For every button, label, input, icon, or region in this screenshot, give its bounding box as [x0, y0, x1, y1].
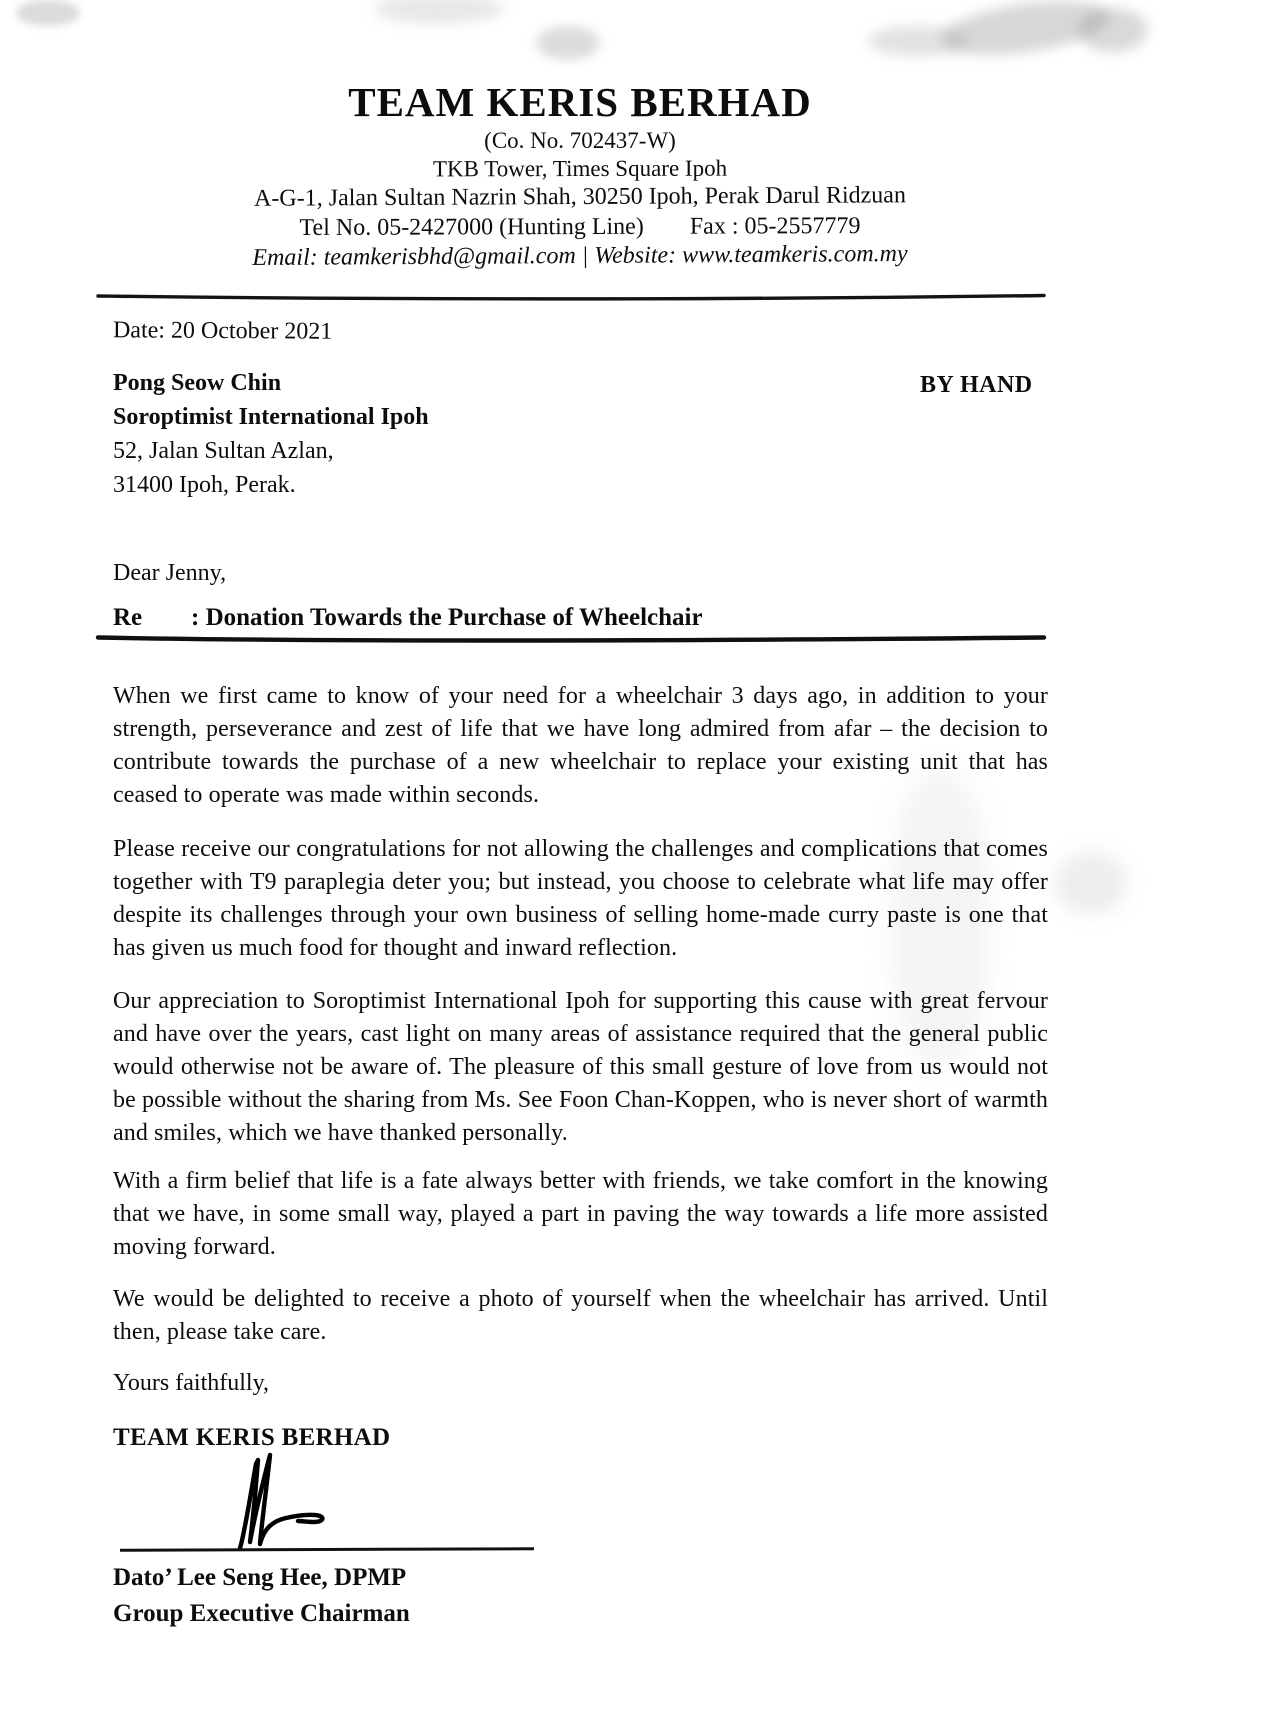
recipient-organization: Soroptimist International Ipoh — [113, 404, 429, 430]
recipient-address-line-2: 31400 Ipoh, Perak. — [113, 472, 296, 498]
subject-line — [113, 604, 703, 632]
recipient-address-line-1: 52, Jalan Sultan Azlan, — [113, 438, 334, 464]
letterhead-tel-fax-line — [0, 212, 1160, 243]
signatory-block — [113, 1560, 410, 1632]
subject-underline — [95, 634, 1047, 646]
subject-text: : Donation Towards the Purchase of Wheelchair — [191, 604, 703, 631]
valediction: Yours faithfully, — [113, 1370, 270, 1396]
letterhead-address-line-1: TKB Tower, Times Square Ipoh — [432, 155, 728, 182]
scan-artifact — [1078, 8, 1148, 52]
date-line: Date: 20 October 2021 — [112, 317, 333, 345]
paragraph-2: Please receive our congratulations for not allowing the challenges and complications that comes together with T9 paraplegia deter you; but instead, you choose to celebrate what life may offer despite its challenges through your own business of selling home-made curry paste is one that has given us much food for thought and inward reflection. — [113, 836, 1048, 961]
letterhead-address-line-2: A-G-1, Jalan Sultan Nazrin Shah, 30250 Ipoh, Perak Darul Ridzuan — [253, 182, 906, 212]
scan-artifact — [1055, 852, 1127, 914]
scan-artifact — [374, 0, 504, 24]
salutation: Dear Jenny, — [113, 560, 227, 586]
recipient-block — [113, 366, 429, 502]
signatory-name: Dato’ Lee Seng Hee, DPMP — [113, 1564, 407, 1591]
recipient-name: Pong Seow Chin — [113, 370, 282, 396]
delivery-method-label: BY HAND — [920, 372, 1033, 398]
closing-company-name: TEAM KERIS BERHAD — [113, 1424, 391, 1451]
telephone-number: Tel No. 05-2427000 (Hunting Line) — [299, 213, 644, 241]
company-name: TEAM KERIS BERHAD — [348, 79, 812, 125]
scan-artifact — [16, 0, 80, 26]
header-divider-line — [95, 292, 1047, 304]
email-website-line: Email: teamkerisbhd@gmail.com | Website: www.teamkeris.com.my — [252, 240, 908, 272]
paragraph-5: We would be delighted to receive a photo of yourself when the wheelchair has arrived. Until then, please take care. — [113, 1286, 1048, 1345]
scan-artifact — [536, 26, 600, 60]
subject-prefix: Re — [113, 604, 143, 631]
fax-number: Fax : 05-2557779 — [689, 213, 861, 240]
signature — [212, 1452, 330, 1552]
paragraph-3: Our appreciation to Soroptimist International Ipoh for supporting this cause with great fervour and have over the years, cast light on many areas of assistance required that the general public would otherwise not be aware of. The pleasure of this small gesture of love from us would not be possible without the sharing from Ms. See Foon Chan-Koppen, who is never short of warmth and smiles, which we have thanked personally. — [113, 988, 1048, 1146]
paragraph-1: When we first came to know of your need for a wheelchair 3 days ago, in addition to your strength, perseverance and zest of life that we have long admired from afar – the decision to contribute towards the purchase of a new wheelchair to replace your existing unit that has ceased to operate was made within seconds. — [113, 683, 1048, 808]
company-registration-number: (Co. No. 702437-W) — [484, 128, 676, 153]
scan-artifact — [937, 0, 1112, 64]
paragraph-4: With a firm belief that life is a fate always better with friends, we take comfort in the knowing that we have, in some small way, played a part in paving the way towards a life more assisted moving forward. — [113, 1168, 1048, 1260]
scan-artifact — [868, 26, 968, 56]
signatory-title: Group Executive Chairman — [113, 1600, 410, 1627]
